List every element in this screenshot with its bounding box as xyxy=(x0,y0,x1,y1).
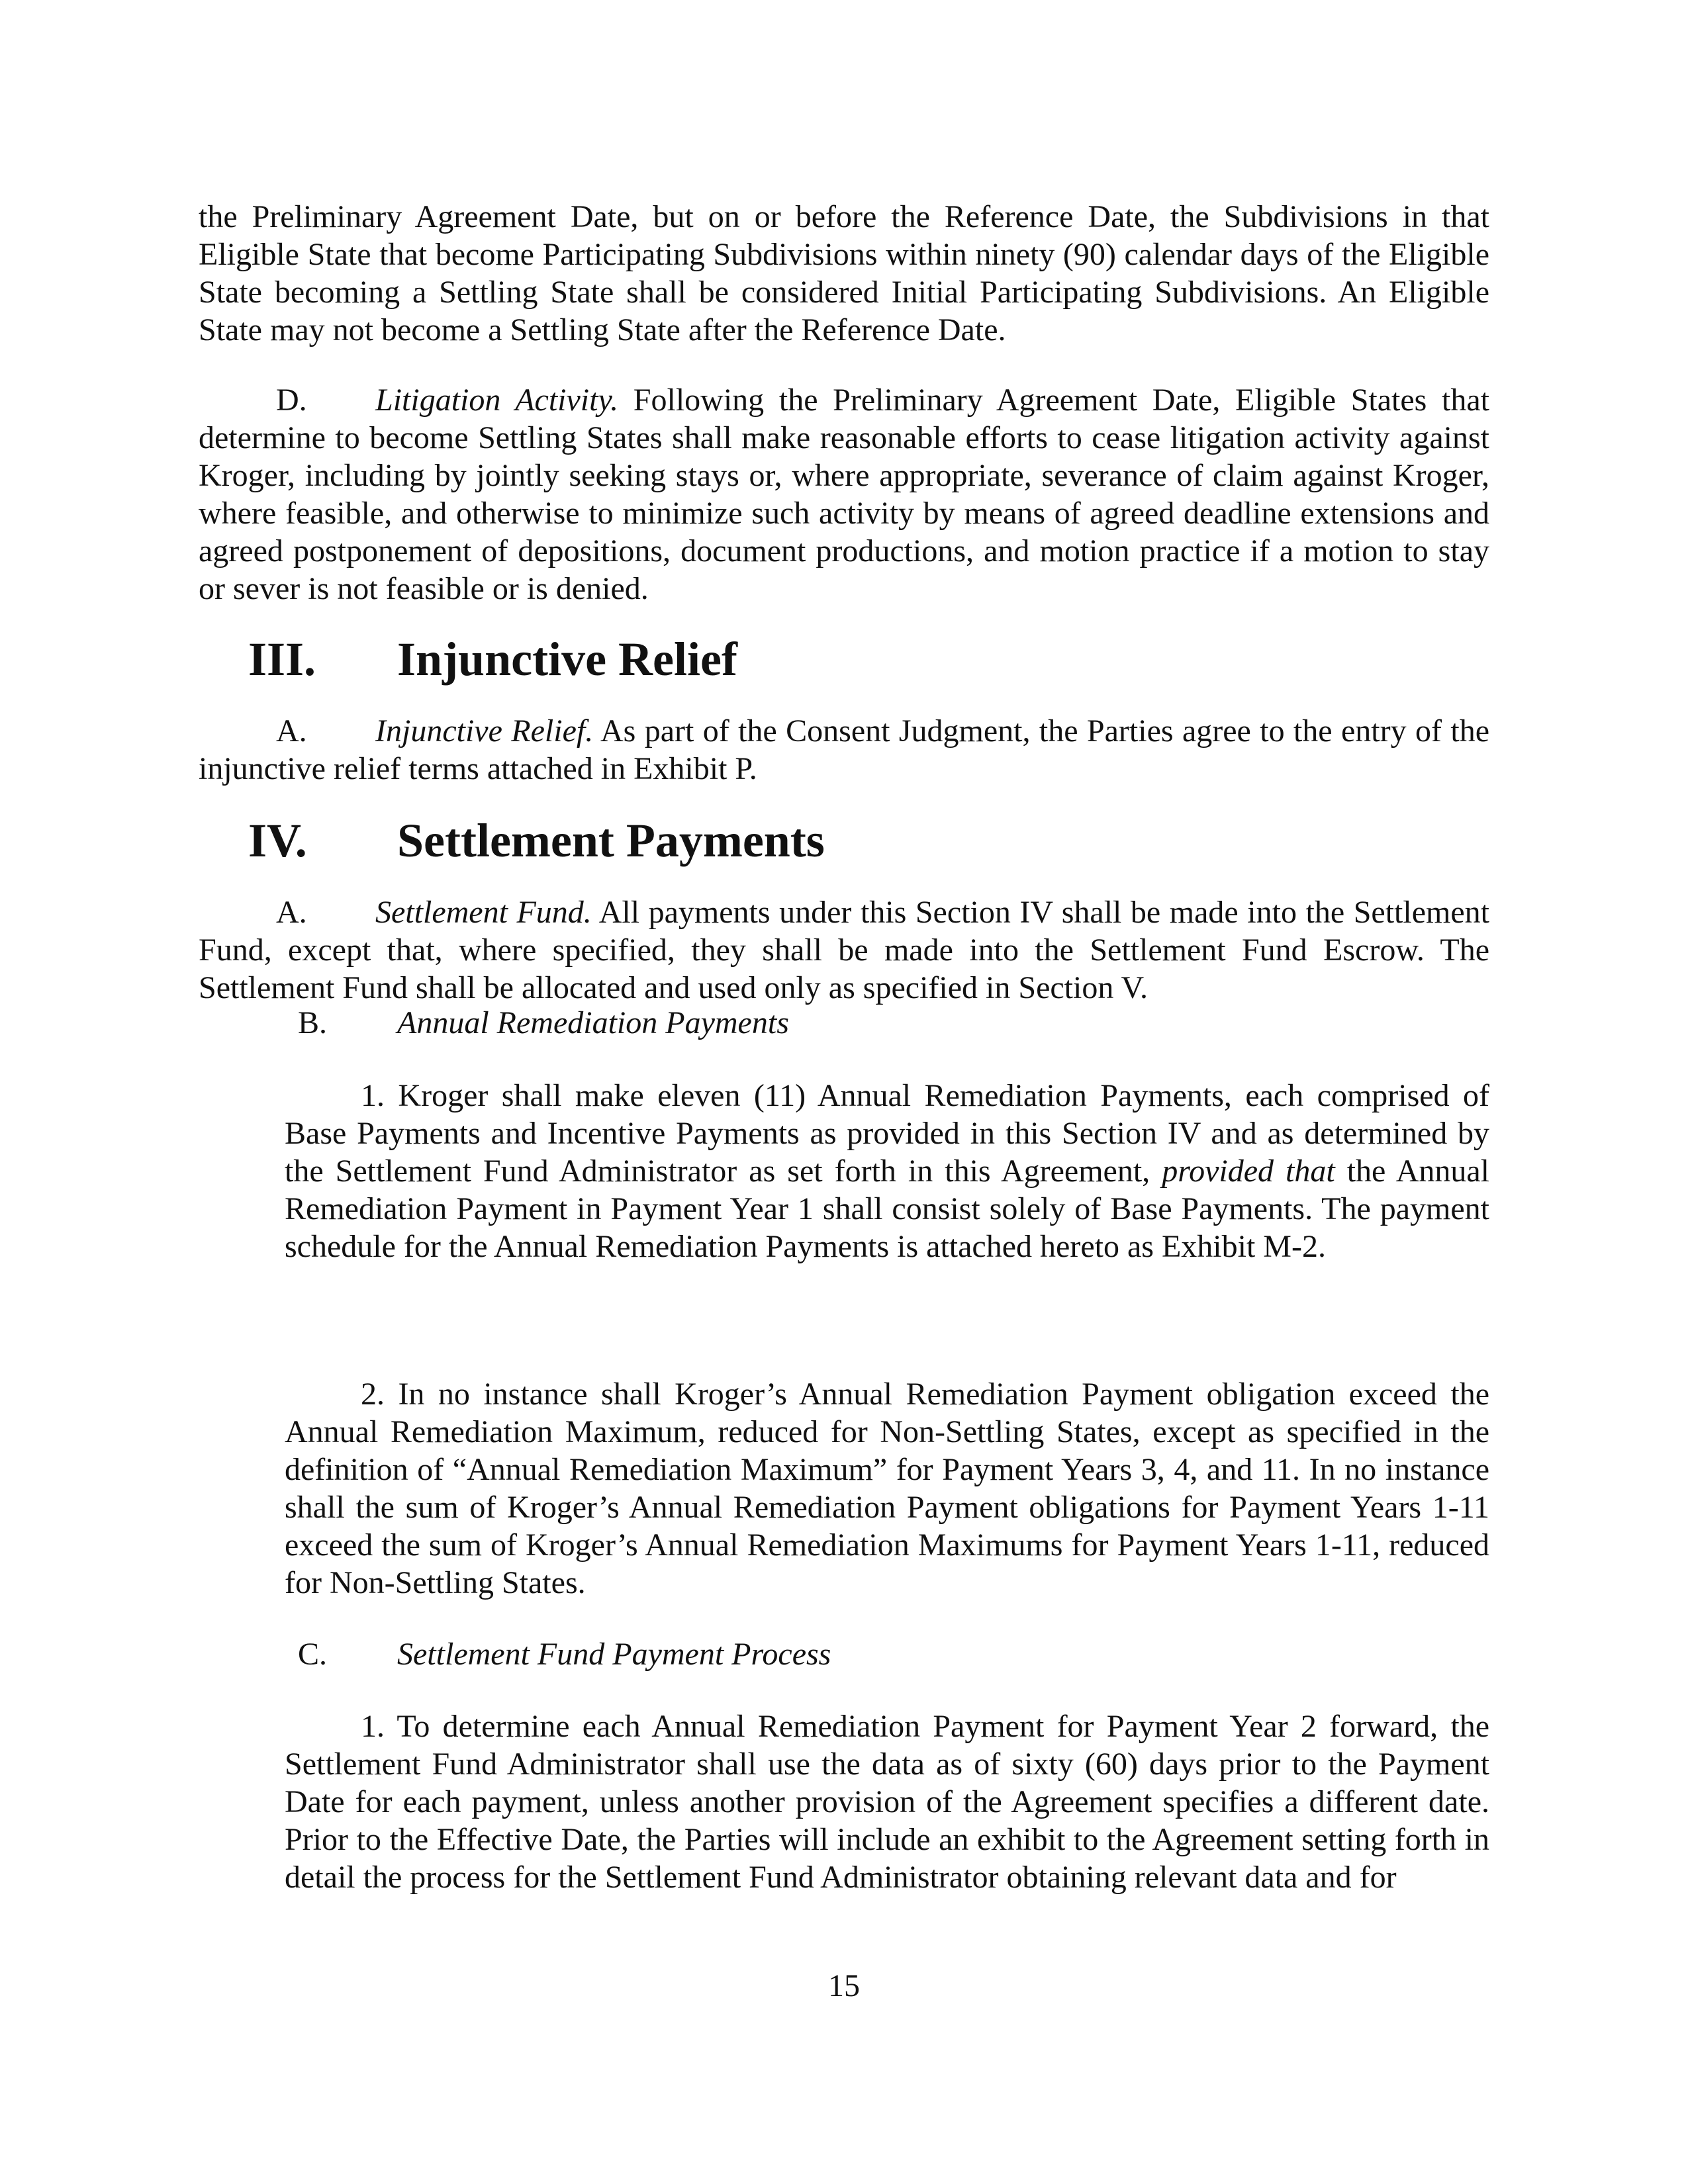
paragraph-iv-b-1 xyxy=(285,1077,1489,1265)
paragraph-label: D. xyxy=(276,383,307,418)
subheading-title: Settlement Fund Payment Process xyxy=(397,1637,831,1672)
paragraph-text: 1. Kroger shall make eleven (11) Annual Remediation Payments, each comprised of Base Payments and Incentive Payments as provided in this Section IV and as determined by the Settlement Fund Administrator as set forth in this Agreement, xyxy=(285,1078,1489,1189)
paragraph-text: Following the Preliminary Agreement Date, Eligible States that determine to become Settling States shall make reasonable efforts to cease litigation activity against Kroger, including by jointly seeking stays or, where appropriate, severance of claim against Kroger, where feasible, and otherwise to minimize such activity by means of agreed deadline extensions and agreed postponement of depositions, document productions, and motion practice if a motion to stay or sever is not feasible or is denied. xyxy=(199,383,1490,606)
paragraph-iii-a xyxy=(199,712,1489,788)
paragraph-label: A. xyxy=(276,713,307,749)
paragraph-text: All payments under this Section IV shall be made into the Settlement Fund, except that, where specified, they shall be made into the Settlement Fund Escrow. The Settlement Fund shall be allocated and used only as specified in Section V. xyxy=(199,895,1489,1005)
subheading-label: C. xyxy=(298,1637,328,1672)
carryover-paragraph: the Preliminary Agreement Date, but on or before the Reference Date, the Subdivisions in that Eligible State that become Participating Subdivisions within ninety (90) calendar days of the Eligible State becoming a Settling State shall be considered Initial Participating Subdivisions. An Eligible State may not become a Settling State after the Reference Date. xyxy=(199,199,1489,347)
section-heading-iii xyxy=(248,633,1440,686)
subheading-iv-b xyxy=(298,1004,789,1042)
subheading-iv-c xyxy=(298,1635,831,1673)
paragraph-title: Injunctive Relief. xyxy=(375,713,594,749)
paragraph-text: As part of the Consent Judgment, the Parties agree to the entry of the injunctive relief terms attached in Exhibit P. xyxy=(199,713,1490,786)
subheading-title: Annual Remediation Payments xyxy=(397,1005,789,1040)
paragraph-title: Settlement Fund. xyxy=(375,895,592,930)
paragraph-iv-b-2: 2. In no instance shall Kroger’s Annual Remediation Payment obligation exceed the Annual Remediation Maximum, reduced for Non-Settling States, except as specified in the definition of “Annual Remediation Maximum” for Payment Years 3, 4, and 11. In no instance shall the sum of Kroger’s Annual Remediation Payment obligations for Payment Years 1-11 exceed the sum of Kroger’s Annual Remediation Maximums for Payment Years 1-11, reduced for Non-Settling States. xyxy=(285,1377,1489,1600)
section-heading-iv xyxy=(248,814,1440,867)
page-number: 15 xyxy=(828,1968,860,2003)
section-title: Settlement Payments xyxy=(397,814,825,867)
section-number: III. xyxy=(248,633,316,686)
subheading-label: B. xyxy=(298,1005,328,1040)
paragraph-label: A. xyxy=(276,895,307,930)
section-number: IV. xyxy=(248,814,307,867)
section-title: Injunctive Relief xyxy=(397,633,737,686)
paragraph-iv-c-1: 1. To determine each Annual Remediation Payment for Payment Year 2 forward, the Settlement Fund Administrator shall use the data as of sixty (60) days prior to the Payment Date for each payment, unless another provision of the Agreement specifies a different date. Prior to the Effective Date, the Parties will include an exhibit to the Agreement setting forth in detail the process for the Settlement Fund Administrator obtaining relevant data and for xyxy=(285,1709,1489,1895)
paragraph-emphasis: provided that xyxy=(1162,1154,1335,1189)
paragraph-ii-d xyxy=(199,381,1489,608)
paragraph-title: Litigation Activity. xyxy=(375,383,619,418)
paragraph-iv-a xyxy=(199,893,1489,1007)
paragraph-text-cont: the Annual Remediation Payment in Payment Year 1 shall consist solely of Base Payments. The payment schedule for the Annual Remediation Payments is attached hereto as Exhibit M-2. xyxy=(285,1154,1490,1264)
